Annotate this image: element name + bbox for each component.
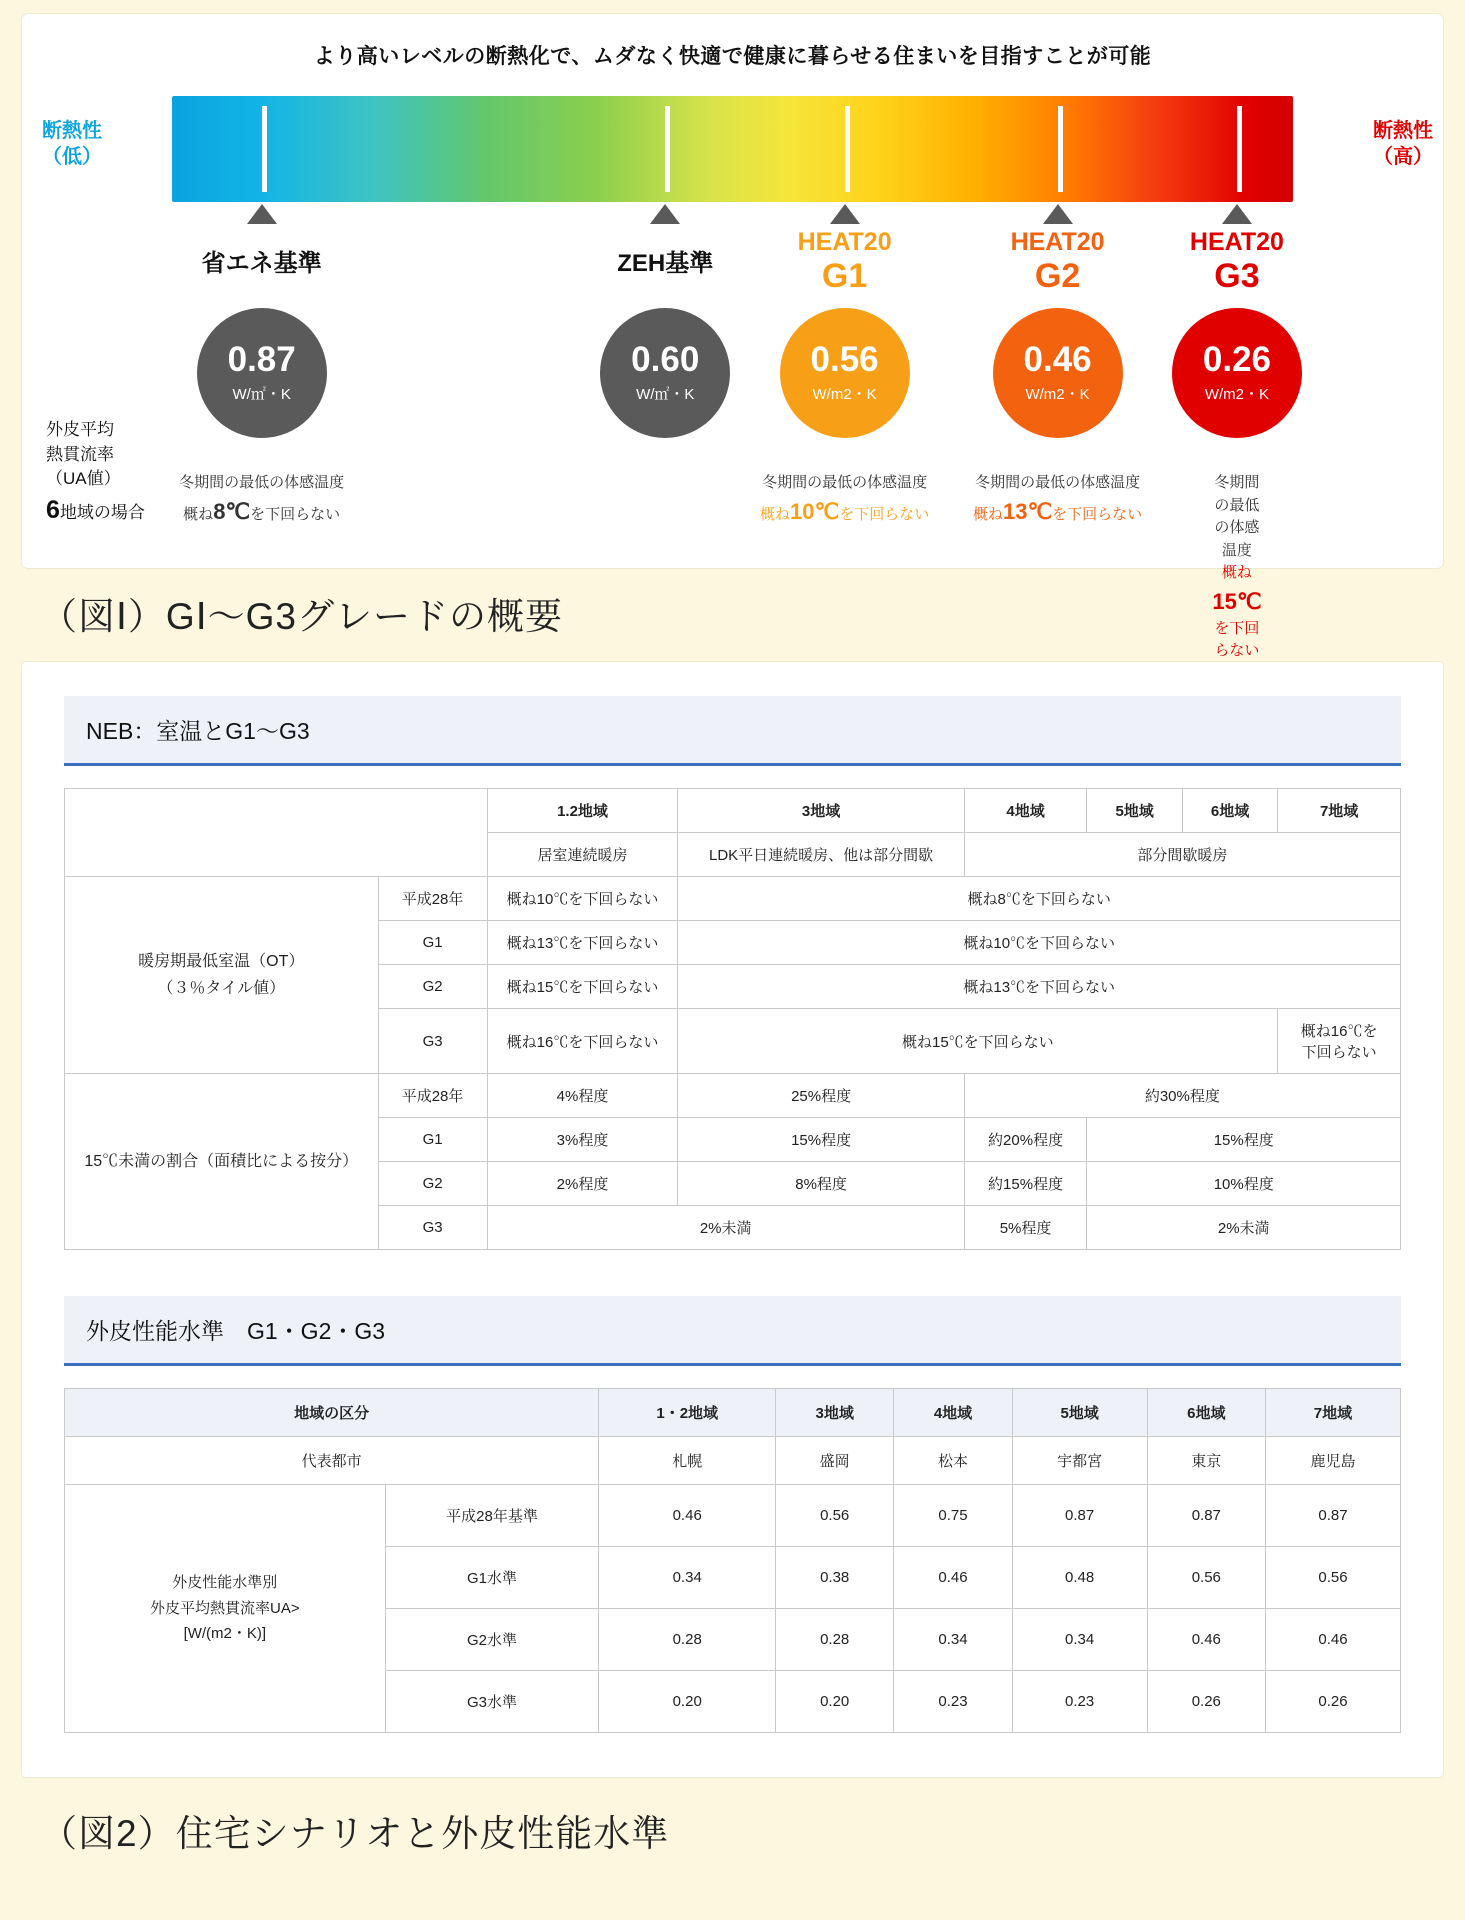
zone-header-7: 7地域 <box>1278 789 1401 833</box>
cell-value: 0.46 <box>1147 1609 1265 1671</box>
cell-value: 概ね10℃を下回らない <box>678 921 1401 965</box>
standard-label: G2水準 <box>385 1609 599 1671</box>
note-g1: 冬期間の最低の体感温度 概ね10℃を下回らない <box>759 474 930 524</box>
cell-value: 0.56 <box>776 1485 894 1547</box>
ua-legend-line3: （UA値） <box>46 469 121 489</box>
cell-value: 0.34 <box>1012 1609 1147 1671</box>
axis-label-low <box>42 118 102 170</box>
cell-value: 0.28 <box>776 1609 894 1671</box>
skin-performance-table <box>64 1388 1401 1733</box>
cell-value: 0.87 <box>1265 1485 1400 1547</box>
bar-tick <box>665 106 670 192</box>
table-row <box>65 1389 1401 1437</box>
grade-name-row <box>172 228 1293 308</box>
grade-label-zeh: ZEH基準 <box>617 250 714 277</box>
ua-legend-zone-number: 6 <box>46 495 60 524</box>
bar-tick <box>845 106 850 192</box>
row-group-label-min-temp: 暖房期最低室温（OT） （３％タイル値） <box>65 877 379 1074</box>
standard-label: G2 <box>378 1162 487 1206</box>
cell-value: 0.20 <box>776 1671 894 1733</box>
standard-label: G2 <box>378 965 487 1009</box>
cell-value: 0.46 <box>894 1547 1012 1609</box>
bar-tick <box>1058 106 1063 192</box>
zone-header-7: 7地域 <box>1265 1389 1400 1437</box>
ua-circle-g1: 0.56 W/m2・K <box>780 308 910 438</box>
standard-label: G1水準 <box>385 1547 599 1609</box>
city-value: 盛岡 <box>776 1437 894 1485</box>
heating-mode-3: 部分間歇暖房 <box>964 833 1400 877</box>
standard-label: 平成28年 <box>378 877 487 921</box>
cell-value: 概ね16℃を下回らない <box>487 1009 678 1074</box>
figure1-title: より高いレベルの断熱化で、ムダなく快適で健康に暮らせる住まいを目指すことが可能 <box>313 45 1152 68</box>
grade-label-g1: HEAT20 G1 <box>797 228 892 295</box>
insulation-gradient-bar <box>42 96 1433 202</box>
note-shoene: 冬期間の最低の体感温度 概ね8℃を下回らない <box>179 474 345 524</box>
cell-value: 概ね15℃を下回らない <box>487 965 678 1009</box>
cell-value: 約30%程度 <box>964 1074 1400 1118</box>
cell-value: 概ね10℃を下回らない <box>487 877 678 921</box>
table-row <box>65 877 1401 921</box>
ua-legend-line2: 熱貫流率 <box>46 444 114 464</box>
cell-value: 0.87 <box>1012 1485 1147 1547</box>
axis-label-high <box>1373 118 1433 170</box>
note-g3: 冬期間の最低の体感温度 概ね15℃を下回らない <box>1212 474 1262 659</box>
arrow-icon <box>650 204 680 224</box>
cell-value: 0.87 <box>1147 1485 1265 1547</box>
cell-value: 8%程度 <box>678 1162 964 1206</box>
cell-value: 4%程度 <box>487 1074 678 1118</box>
figure2-card <box>22 662 1443 1777</box>
cell-value: 0.48 <box>1012 1547 1147 1609</box>
cell-value: 概ね13℃を下回らない <box>678 965 1401 1009</box>
cell-value: 2%未満 <box>1087 1206 1401 1250</box>
row-group-label-ua: 外皮性能水準別 外皮平均熱貫流率UA> [W/(m2・K)] <box>65 1485 386 1733</box>
cell-value: 概ね13℃を下回らない <box>487 921 678 965</box>
zone-header-5: 5地域 <box>1012 1389 1147 1437</box>
city-value: 東京 <box>1147 1437 1265 1485</box>
axis-label-low-line1: 断熱性 <box>42 120 102 142</box>
ua-circle-row <box>172 308 1293 468</box>
zone-header-4: 4地域 <box>894 1389 1012 1437</box>
cell-value: 0.46 <box>599 1485 776 1547</box>
cell-value: 15%程度 <box>1087 1118 1401 1162</box>
standard-label: G3水準 <box>385 1671 599 1733</box>
bar-tick <box>1237 106 1242 192</box>
ua-circle-zeh: 0.60 W/㎡・K <box>600 308 730 438</box>
empty-corner-cell <box>65 789 488 877</box>
ua-value-legend <box>46 418 176 528</box>
axis-label-high-line2: （高） <box>1373 146 1433 168</box>
cell-value: 概ね8℃を下回らない <box>678 877 1401 921</box>
zone-header-4: 4地域 <box>964 789 1087 833</box>
cell-value: 2%程度 <box>487 1162 678 1206</box>
cell-value: 0.34 <box>599 1547 776 1609</box>
axis-label-low-line2: （低） <box>42 146 102 168</box>
zone-header-3: 3地域 <box>678 789 964 833</box>
arrow-icon <box>247 204 277 224</box>
zone-header-12: 1・2地域 <box>599 1389 776 1437</box>
table-row <box>65 1437 1401 1485</box>
section-title-skin: 外皮性能水準 G1・G2・G3 <box>64 1296 1401 1366</box>
grade-label-shoene: 省エネ基準 <box>201 250 322 277</box>
cell-value: 約15%程度 <box>964 1162 1087 1206</box>
ua-legend-line1: 外皮平均 <box>46 420 114 439</box>
cell-value: 0.23 <box>1012 1671 1147 1733</box>
cell-value: 0.26 <box>1147 1671 1265 1733</box>
heating-mode-1: 居室連続暖房 <box>487 833 678 877</box>
cell-value: 2%未満 <box>487 1206 964 1250</box>
cell-value: 25%程度 <box>678 1074 964 1118</box>
table-row <box>65 1074 1401 1118</box>
cell-value: 0.23 <box>894 1671 1012 1733</box>
cell-value: 0.26 <box>1265 1671 1400 1733</box>
cell-value: 0.34 <box>894 1609 1012 1671</box>
cell-value-zone7: 概ね16℃を 下回らない <box>1278 1009 1401 1074</box>
cell-value: 5%程度 <box>964 1206 1087 1250</box>
cell-value: 15%程度 <box>678 1118 964 1162</box>
ua-legend-line4: 地域の場合 <box>59 502 145 522</box>
ua-circle-shoene: 0.87 W/㎡・K <box>197 308 327 438</box>
standard-label: G1 <box>378 1118 487 1162</box>
cell-value: 0.56 <box>1265 1547 1400 1609</box>
zone-header-6: 6地域 <box>1182 789 1277 833</box>
city-value: 松本 <box>894 1437 1012 1485</box>
document-page <box>0 14 1465 1897</box>
cell-value: 約20%程度 <box>964 1118 1087 1162</box>
note-g2: 冬期間の最低の体感温度 概ね13℃を下回らない <box>972 474 1143 524</box>
arrow-icon <box>830 204 860 224</box>
city-value: 鹿児島 <box>1265 1437 1400 1485</box>
ua-circle-g3: 0.26 W/m2・K <box>1172 308 1302 438</box>
row-group-label-under15: 15℃未満の割合（面積比による按分） <box>65 1074 379 1250</box>
standard-label: G3 <box>378 1206 487 1250</box>
cell-value: 0.75 <box>894 1485 1012 1547</box>
ua-circle-g2: 0.46 W/m2・K <box>993 308 1123 438</box>
gradient-bar <box>172 96 1293 202</box>
standard-label: G3 <box>378 1009 487 1074</box>
standard-label: 平成28年基準 <box>385 1485 599 1547</box>
section-title-neb: NEB：室温とG1〜G3 <box>64 696 1401 766</box>
representative-cities-label: 代表都市 <box>65 1437 599 1485</box>
cell-value: 概ね15℃を下回らない <box>678 1009 1278 1074</box>
standard-label: 平成28年 <box>378 1074 487 1118</box>
region-division-header: 地域の区分 <box>65 1389 599 1437</box>
bar-tick <box>262 106 267 192</box>
figure2-caption: （図2）住宅シナリオと外皮性能水準 <box>40 1813 670 1854</box>
figure1-caption: （図Ⅰ）GⅠ〜G3グレードの概要 <box>40 596 563 637</box>
cell-value: 0.28 <box>599 1609 776 1671</box>
cell-value: 10%程度 <box>1087 1162 1401 1206</box>
cell-value: 0.46 <box>1265 1609 1400 1671</box>
marker-arrows <box>172 202 1293 228</box>
zone-header-3: 3地域 <box>776 1389 894 1437</box>
grade-label-g3: HEAT20 G3 <box>1189 228 1284 295</box>
cell-value: 0.56 <box>1147 1547 1265 1609</box>
table-row <box>65 789 1401 833</box>
city-value: 札幌 <box>599 1437 776 1485</box>
arrow-icon <box>1222 204 1252 224</box>
heating-mode-2: LDK平日連続暖房、他は部分間歇 <box>678 833 964 877</box>
axis-label-high-line1: 断熱性 <box>1373 120 1433 142</box>
cell-value: 0.38 <box>776 1547 894 1609</box>
city-value: 宇都宮 <box>1012 1437 1147 1485</box>
zone-header-6: 6地域 <box>1147 1389 1265 1437</box>
zone-header-12: 1.2地域 <box>487 789 678 833</box>
zone-header-5: 5地域 <box>1087 789 1182 833</box>
table-row <box>65 1485 1401 1547</box>
grade-label-g2: HEAT20 G2 <box>1010 228 1105 295</box>
cell-value: 0.20 <box>599 1671 776 1733</box>
arrow-icon <box>1043 204 1073 224</box>
cell-value: 3%程度 <box>487 1118 678 1162</box>
standard-label: G1 <box>378 921 487 965</box>
neb-table <box>64 788 1401 1250</box>
